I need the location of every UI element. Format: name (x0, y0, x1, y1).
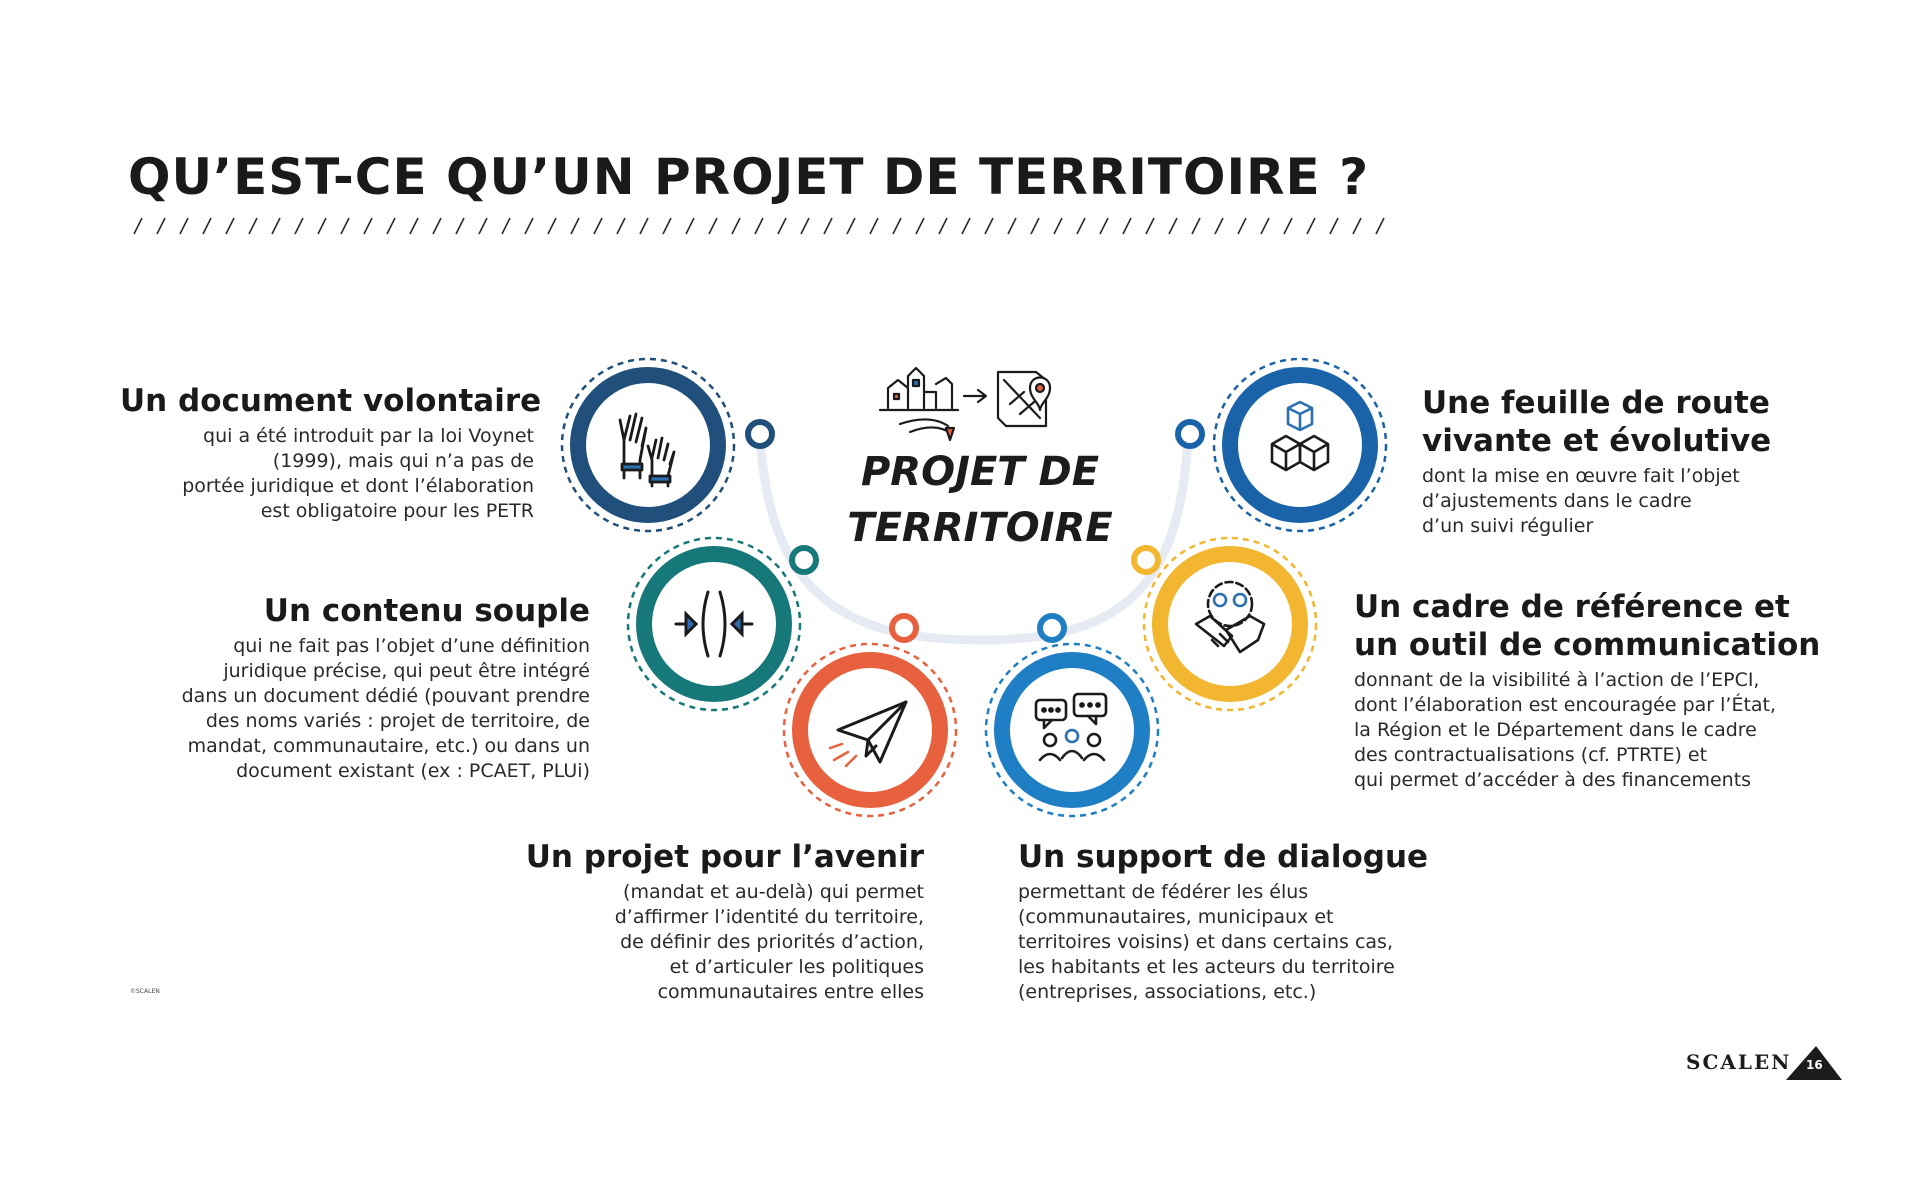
heading-document-volontaire: Un document volontaire (120, 383, 542, 419)
text-line: permettant de fédérer les élus (1018, 881, 1309, 903)
heading-cadre-reference (1354, 588, 1854, 664)
center-title (820, 444, 1140, 556)
circle-contenu-souple (628, 538, 800, 710)
block-support-dialogue (1018, 838, 1478, 1005)
text-line: juridique précise, qui peut être intégré (223, 660, 590, 682)
text-line: dont l’élaboration est encouragée par l’État, (1354, 694, 1777, 716)
connector-ring-blue (1040, 616, 1064, 640)
text-line: qui a été introduit par la loi Voynet (203, 425, 534, 447)
page-title: QU’EST-CE QU’UN PROJET DE TERRITOIRE ? (128, 148, 1370, 206)
heading-line: Un cadre de référence et (1354, 589, 1790, 625)
heading-line: un outil de communication (1354, 627, 1821, 663)
text-line: d’ajustements dans le cadre (1422, 490, 1692, 512)
text-line: d’un suivi régulier (1422, 515, 1594, 537)
text-line: (mandat et au-delà) qui permet (623, 881, 924, 903)
text-line: est obligatoire pour les PETR (260, 500, 534, 522)
text-line: communautaires entre elles (657, 981, 924, 1003)
text-line: (1999), mais qui n’a pas de (272, 450, 534, 472)
block-contenu-souple (100, 592, 590, 784)
connector-ring-royal (1178, 422, 1202, 446)
connector-ring-navy (748, 422, 772, 446)
heading-support-dialogue: Un support de dialogue (1018, 839, 1429, 875)
connector-ring-orange (892, 616, 916, 640)
text-line: la Région et le Département dans le cadre (1354, 719, 1757, 741)
text-line: (communautaires, municipaux et (1018, 906, 1334, 928)
text-line: portée juridique et dont l’élaboration (182, 475, 534, 497)
heading-line: vivante et évolutive (1422, 423, 1772, 459)
circle-support-dialogue (986, 644, 1158, 816)
page-number: 16 (1806, 1058, 1823, 1072)
circle-cadre-reference (1144, 538, 1316, 710)
text-line: les habitants et les acteurs du territoire (1018, 956, 1395, 978)
brand-logo: SCALEN (1686, 1050, 1792, 1074)
heading-contenu-souple: Un contenu souple (263, 593, 590, 629)
text-line: (entreprises, associations, etc.) (1018, 981, 1317, 1003)
text-line: territoires voisins) et dans certains cas, (1018, 931, 1393, 953)
town-to-map-icon (880, 368, 1050, 440)
circle-document-volontaire (562, 359, 734, 531)
text-line: des contractualisations (cf. PTRTE) et (1354, 744, 1708, 766)
connector-ring-teal (792, 548, 816, 572)
block-cadre-reference (1354, 588, 1854, 793)
text-line: dans un document dédié (pouvant prendre (181, 685, 590, 707)
block-feuille-route (1422, 384, 1842, 539)
text-line: document existant (ex : PCAET, PLUi) (236, 760, 590, 782)
heading-line: Une feuille de route (1422, 385, 1770, 421)
center-title-line2: TERRITOIRE (847, 505, 1113, 551)
text-line: de définir des priorités d’action, (620, 931, 924, 953)
text-line: mandat, communautaire, etc.) ou dans un (187, 735, 590, 757)
block-document-volontaire (120, 382, 542, 524)
text-line: qui ne fait pas l’objet d’une définition (233, 635, 590, 657)
copyright-mark: ©SCALEN (130, 988, 160, 995)
text-line: des noms variés : projet de territoire, de (205, 710, 590, 732)
heading-projet-avenir: Un projet pour l’avenir (525, 839, 924, 875)
text-line: qui permet d’accéder à des financements (1354, 769, 1752, 791)
text-line: dont la mise en œuvre fait l’objet (1422, 465, 1740, 487)
text-line: et d’articuler les politiques (669, 956, 924, 978)
circle-projet-avenir (784, 644, 956, 816)
text-line: donnant de la visibilité à l’action de l’EPCI, (1354, 669, 1760, 691)
center-title-line1: PROJET DE (860, 449, 1100, 495)
block-projet-avenir (460, 838, 924, 1005)
heading-feuille-route (1422, 384, 1842, 460)
text-line: d’affirmer l’identité du territoire, (614, 906, 924, 928)
circle-feuille-route (1214, 359, 1386, 531)
